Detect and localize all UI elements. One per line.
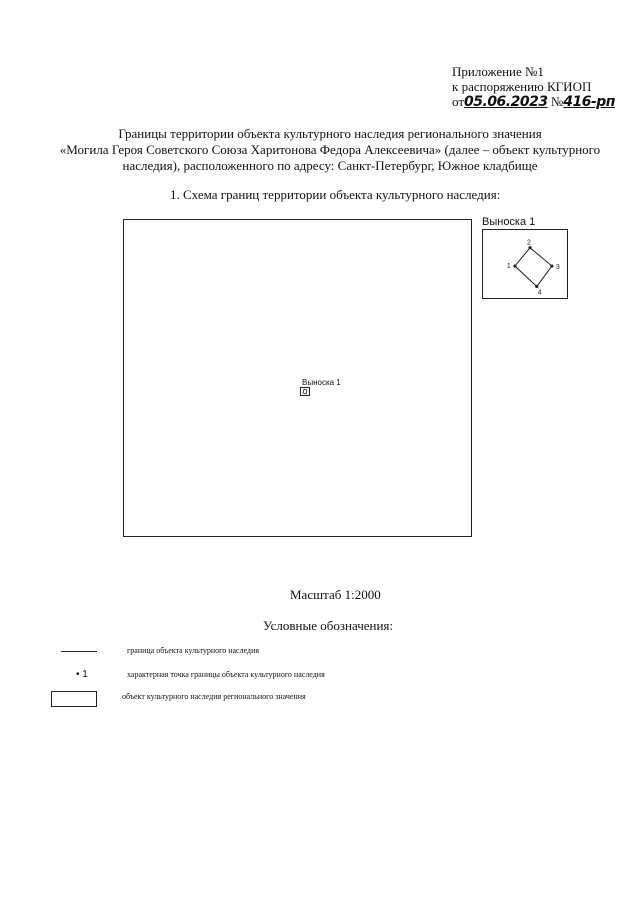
callout-title: Выноска 1 <box>482 216 536 228</box>
boundary-point-label-3: 3 <box>555 264 560 272</box>
annex-title: Приложение №1 <box>452 64 544 79</box>
callout-frame <box>482 229 568 299</box>
document-title <box>40 126 620 174</box>
annex-order-ref: к распоряжению КГИОП <box>452 79 592 94</box>
legend-item-boundary: граница объекта культурного наследия <box>127 646 260 655</box>
legend-point-symbol <box>76 669 88 680</box>
object-outline-icon <box>301 388 309 395</box>
legend-rect-symbol <box>51 691 97 707</box>
title-line-3: наследия), расположенного по адресу: Санкт-Петербург, Южное кладбище <box>122 158 538 173</box>
map-frame <box>123 219 472 537</box>
map-callout-label: Выноска 1 <box>302 378 341 387</box>
boundary-point-label-1: 1 <box>506 263 511 271</box>
title-line-2: «Могила Героя Советского Союза Харитонова Федора Алексеевича» (далее – объект культурного <box>59 142 601 157</box>
date-prefix: от <box>452 94 465 109</box>
callout-diagram <box>483 230 567 298</box>
legend-title: Условные обозначения: <box>263 618 394 633</box>
boundary-point-label-4: 4 <box>537 289 542 297</box>
boundary-point-1 <box>513 264 516 267</box>
object-boundary <box>515 248 552 287</box>
map-callout-marker <box>300 387 310 396</box>
point-dot-icon: • <box>76 669 80 680</box>
legend-line-symbol <box>61 651 97 652</box>
legend-point-label: 1 <box>82 669 88 680</box>
annex-date-number <box>452 94 622 110</box>
map-scale: Масштаб 1:2000 <box>290 587 381 602</box>
title-line-1: Границы территории объекта культурного наследия регионального значения <box>118 126 542 141</box>
number-prefix: № <box>550 94 564 109</box>
boundary-point-3 <box>550 264 553 267</box>
annex-header <box>452 64 622 110</box>
order-date: 05.06.2023 <box>464 94 548 110</box>
order-number: 416-рп <box>563 94 615 110</box>
boundary-point-4 <box>535 285 538 288</box>
legend-item-point: характерная точка границы объекта культурного наследия <box>127 670 325 679</box>
boundary-point-label-2: 2 <box>527 239 531 247</box>
section-heading: 1. Схема границ территории объекта культурного наследия: <box>170 187 501 202</box>
legend-item-object: объект культурного наследия регионального значения <box>122 692 306 701</box>
